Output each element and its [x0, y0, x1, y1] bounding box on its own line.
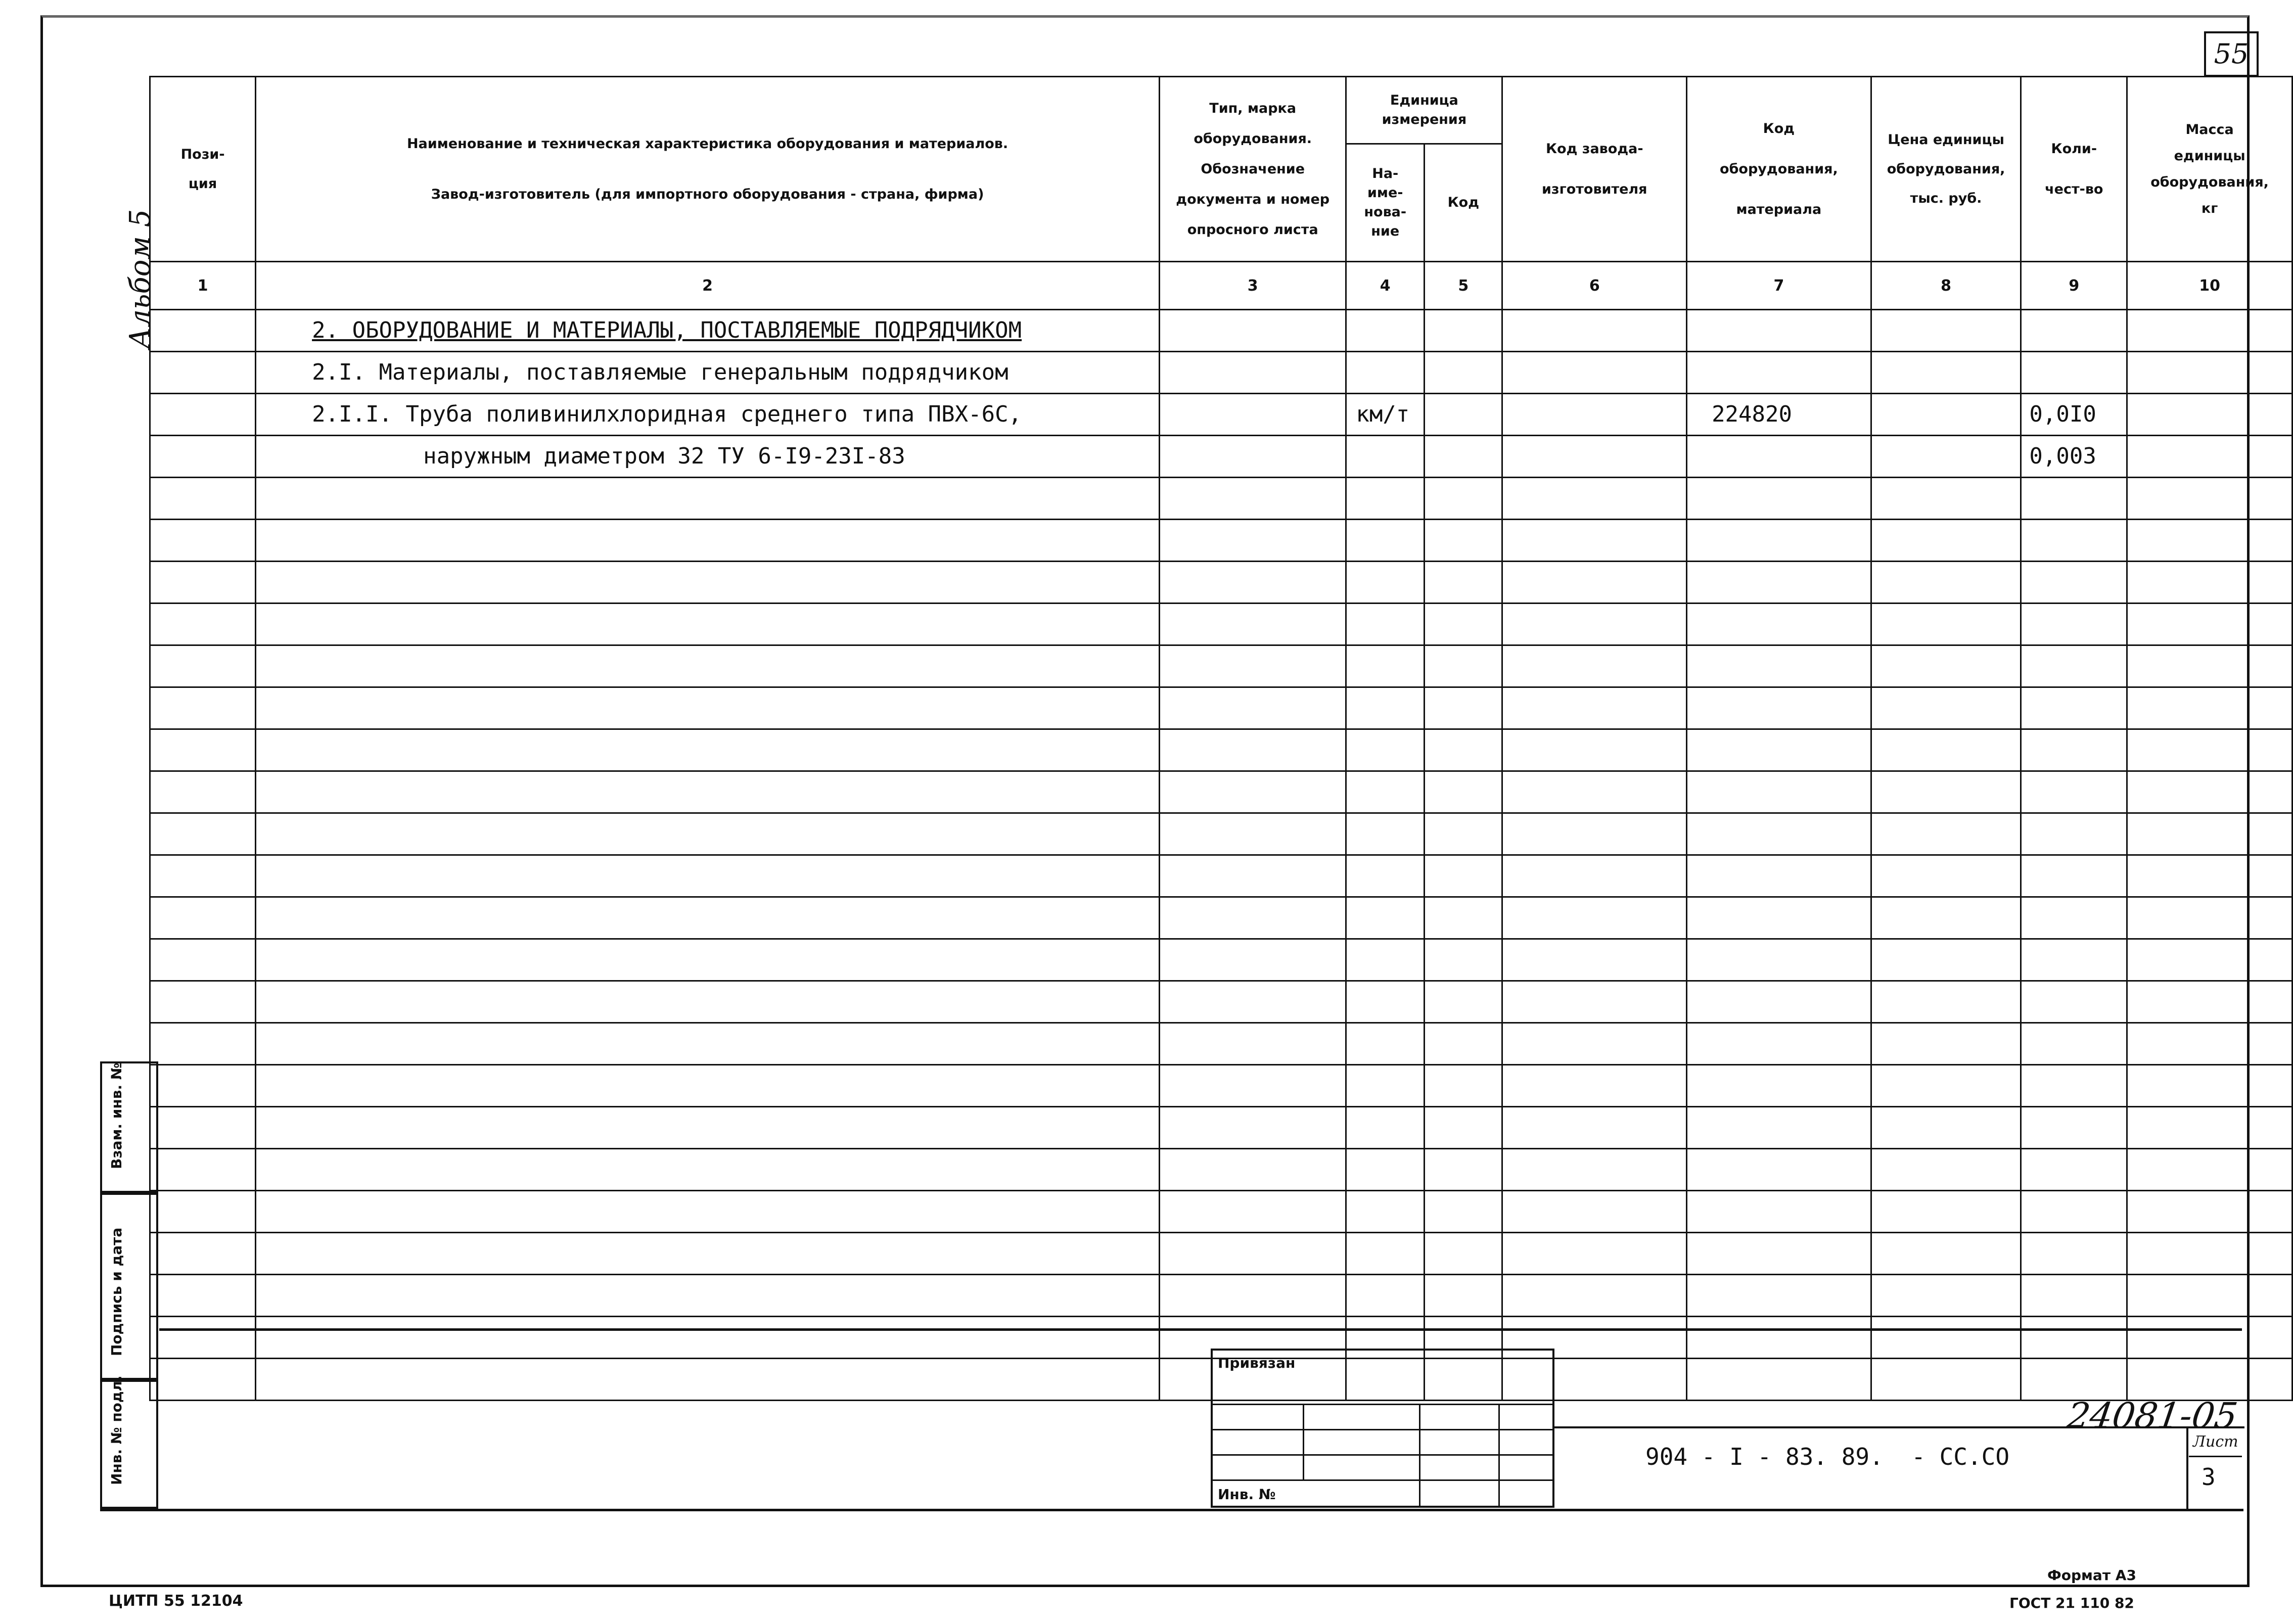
- header-price: Цена единицы оборудования, тыс. руб.: [1871, 77, 2021, 262]
- column-number: 3: [1160, 262, 1346, 310]
- stamp-inv-label: Инв. №: [1218, 1486, 1276, 1503]
- table-row: [150, 436, 2292, 478]
- stamp-line: [1213, 1454, 1552, 1456]
- header-equipment-code: Код оборудования, материала: [1687, 77, 1871, 262]
- sheet-number: 3: [2202, 1463, 2216, 1491]
- binding-stamp: [1211, 1349, 1554, 1508]
- quantity-cell: 0,003: [2021, 436, 2127, 478]
- margin-box-original-inv: [100, 1375, 158, 1509]
- footer-publisher: ЦИТП 55 12104: [109, 1592, 243, 1610]
- footer-gost: ГОСТ 21 110 82: [2009, 1595, 2134, 1611]
- unit-name-cell: км/т: [1346, 394, 1425, 436]
- column-number: 7: [1687, 262, 1871, 310]
- column-number-row: [150, 262, 2292, 310]
- sheet-divider: [2189, 1456, 2242, 1457]
- empty-table-row: [150, 687, 2292, 729]
- header-unit-code: Код: [1425, 144, 1502, 262]
- header-name-line2: Завод-изготовитель (для импортного оборудования - страна, фирма): [431, 186, 984, 202]
- item-name: 2.I.I. Труба поливинилхлоридная среднего типа ПВХ-6С,: [256, 394, 1160, 436]
- album-caption: Альбом 5: [124, 209, 157, 349]
- empty-table-row: [150, 813, 2292, 855]
- empty-table-row: [150, 729, 2292, 771]
- stamp-line: [1419, 1404, 1420, 1508]
- empty-table-row: [150, 1191, 2292, 1233]
- item-name-continued: наружным диаметром 32 ТУ 6-I9-23I-83: [256, 436, 1160, 478]
- section-title: 2. ОБОРУДОВАНИЕ И МАТЕРИАЛЫ, ПОСТАВЛЯЕМЫЕ ПОДРЯДЧИКОМ: [256, 310, 1160, 352]
- document-code: 904 - I - 83. 89. - СС.СО: [1645, 1443, 2010, 1470]
- header-mass: Масса единицы оборудования, кг: [2127, 77, 2292, 262]
- margin-box-replaced-inv: [100, 1061, 158, 1193]
- empty-table-row: [150, 478, 2292, 520]
- stamp-line: [1213, 1479, 1552, 1481]
- empty-table-row: [150, 1233, 2292, 1275]
- column-number: 10: [2127, 262, 2292, 310]
- empty-table-row: [150, 897, 2292, 939]
- empty-table-row: [150, 939, 2292, 981]
- empty-table-row: [150, 562, 2292, 604]
- empty-table-row: [150, 1023, 2292, 1065]
- stamp-line: [1303, 1404, 1304, 1479]
- column-number: 2: [256, 262, 1160, 310]
- empty-table-row: [150, 1065, 2292, 1107]
- title-block-bottom-line: [100, 1509, 2243, 1511]
- margin-box-signature-date: [100, 1193, 158, 1380]
- sheet-label: Лист: [2193, 1433, 2238, 1451]
- empty-table-row: [150, 1107, 2292, 1149]
- column-number: 5: [1425, 262, 1502, 310]
- column-number: 8: [1871, 262, 2021, 310]
- margin-label: Подпись и дата: [108, 1227, 125, 1356]
- header-unit-group: Единица измерения: [1346, 77, 1502, 144]
- column-number: 1: [150, 262, 256, 310]
- table-row: [150, 352, 2292, 394]
- empty-table-row: [150, 645, 2292, 687]
- empty-table-row: [150, 981, 2292, 1023]
- specification-table: [149, 76, 2293, 1401]
- header-name-line1: Наименование и техническая характеристика оборудования и материалов.: [407, 135, 1008, 152]
- stamp-line: [1498, 1404, 1500, 1508]
- header-quantity: Коли-чест-во: [2021, 77, 2127, 262]
- margin-label: Инв. № подл.: [108, 1375, 125, 1485]
- empty-table-row: [150, 604, 2292, 645]
- title-block-top-line: [159, 1328, 2242, 1331]
- footer-format: Формат А3: [2047, 1567, 2136, 1584]
- column-number: 6: [1502, 262, 1687, 310]
- table-row: [150, 310, 2292, 352]
- stamp-title: Привязан: [1218, 1355, 1296, 1371]
- empty-table-row: [150, 855, 2292, 897]
- sheet-corner-number: 55: [2204, 31, 2259, 77]
- margin-label: Взам. инв. №: [108, 1062, 125, 1169]
- stamp-line: [1213, 1429, 1552, 1430]
- empty-table-row: [150, 1149, 2292, 1191]
- column-number: 9: [2021, 262, 2127, 310]
- header-unit-name: На-име-нова-ние: [1346, 144, 1425, 262]
- column-number: 4: [1346, 262, 1425, 310]
- empty-table-row: [150, 520, 2292, 562]
- stamp-line: [1213, 1404, 1552, 1405]
- header-position: Пози- ция: [150, 77, 256, 262]
- handwritten-number: 24081-05: [2065, 1395, 2240, 1436]
- header-name: [256, 77, 1160, 262]
- empty-table-row: [150, 1275, 2292, 1317]
- header-type: Тип, марка оборудования. Обозначение документа и номер опросного листа: [1160, 77, 1346, 262]
- empty-table-row: [150, 771, 2292, 813]
- table-row: [150, 394, 2292, 436]
- quantity-cell: 0,0I0: [2021, 394, 2127, 436]
- subsection-title: 2.I. Материалы, поставляемые генеральным подрядчиком: [256, 352, 1160, 394]
- header-factory-code: Код завода-изготовителя: [1502, 77, 1687, 262]
- equipment-code-cell: 224820: [1687, 394, 1871, 436]
